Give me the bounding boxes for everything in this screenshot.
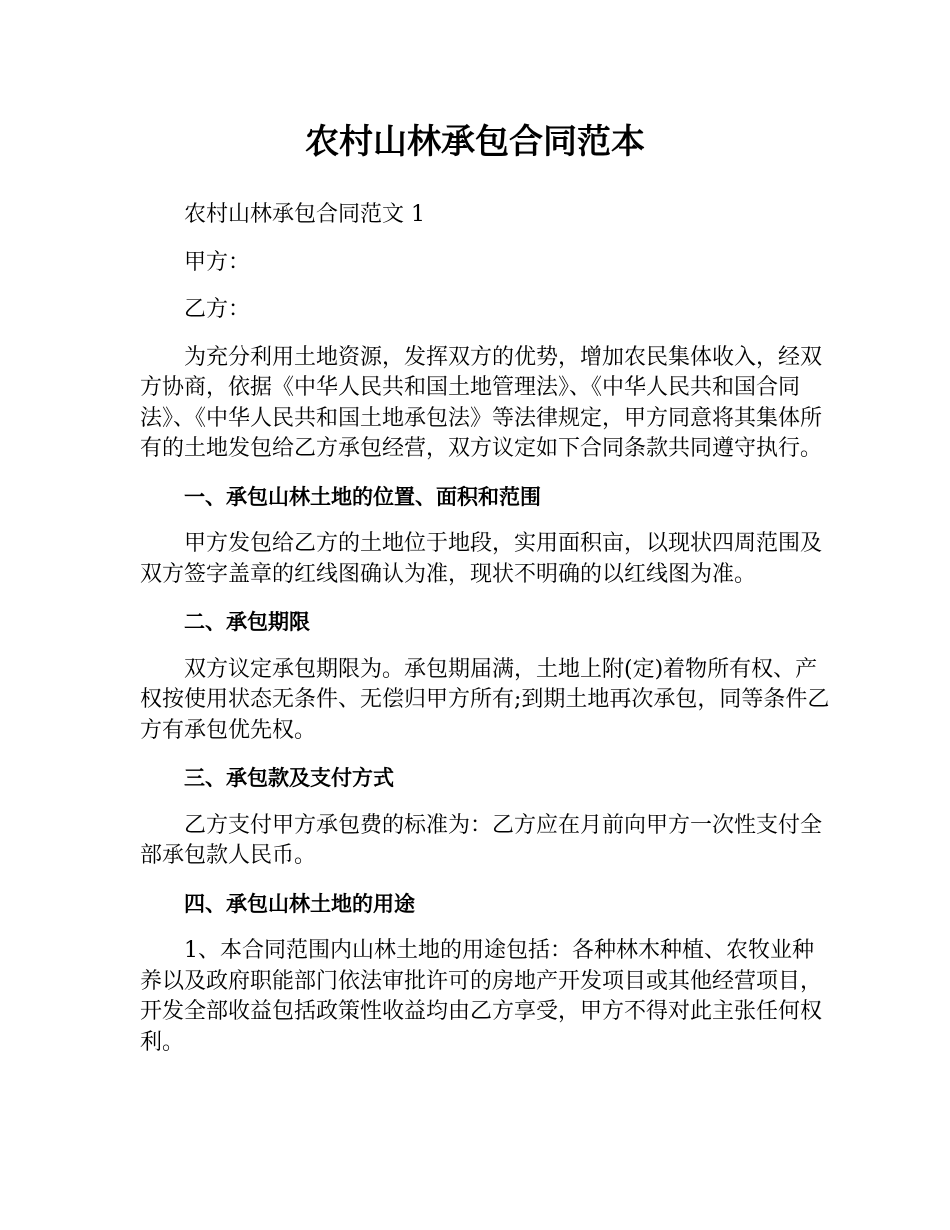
party-a-line: 甲方： (184, 249, 251, 275)
section-3-body: 乙方支付甲方承包费的标准为：乙方应在月前向甲方一次性支付全部承包款人民币。 (140, 812, 823, 868)
section-1-body: 甲方发包给乙方的土地位于地段，实用面积亩，以现状四周范围及双方签字盖章的红线图确认为准，现状不明确的以红线图为准。 (140, 531, 823, 587)
section-1-heading: 一、承包山林土地的位置、面积和范围 (184, 484, 541, 509)
section-3-heading: 三、承包款及支付方式 (184, 766, 394, 790)
section-4-heading: 四、承包山林土地的用途 (184, 891, 415, 916)
section-4-item-1: 1、本合同范围内山林土地的用途包括：各种林木种植、农牧业种养以及政府职能部门依法审批许可的房地产开发项目或其他经营项目，开发全部收益包括政策性收益均由乙方享受，甲方不得对此主张任何权利。 (140, 938, 823, 1055)
section-2-body: 双方议定承包期限为。承包期届满，土地上附(定)着物所有权、产权按使用状态无条件、无偿归甲方所有;到期土地再次承包，同等条件乙方有承包优先权。 (140, 656, 830, 743)
preamble-paragraph: 为充分利用土地资源，发挥双方的优势，增加农民集体收入，经双方协商，依据《中华人民共和国土地管理法》、《中华人民共和国合同法》、《中华人民共和国土地承包法》等法律规定，甲方同意将其集体所有的土地发包给乙方承包经营，双方议定如下合同条款共同遵守执行。 (140, 344, 823, 461)
section-2-heading: 二、承包期限 (184, 610, 310, 634)
subtitle-paragraph: 农村山林承包合同范文 1 (184, 202, 425, 227)
document-title: 农村山林承包合同范本 (305, 122, 645, 162)
party-b-line: 乙方： (184, 297, 251, 322)
document-body (140, 200, 830, 1058)
